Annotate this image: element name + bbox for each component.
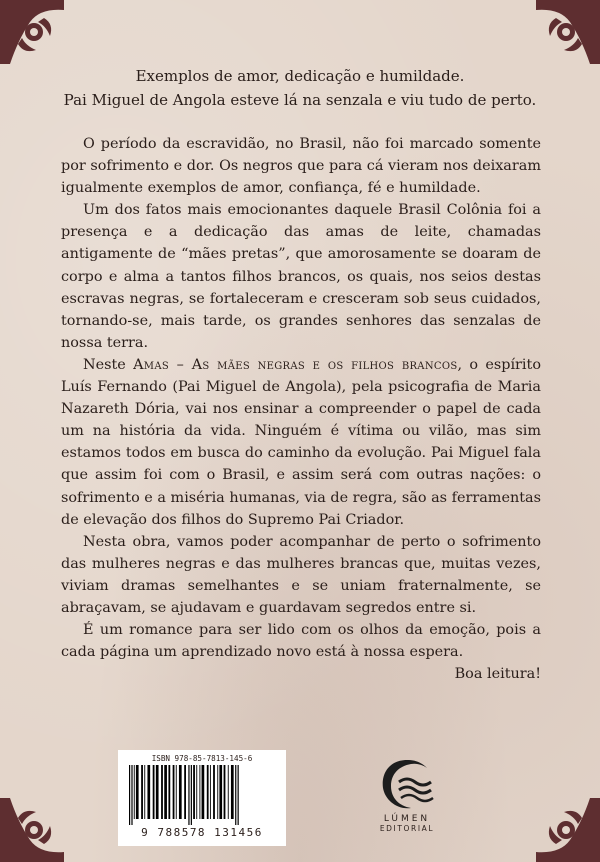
intro-line-2: Pai Miguel de Angola esteve lá na senzala e viu tudo de perto. [63,91,537,109]
paragraph-2: Um dos fatos mais emocionantes daquele Brasil Colônia foi a presença e a dedicação das amas de leite, chamadas antigamente de “mães pretas”, que amorosamente se doaram de corpo e alma a tantos filhos brancos, os quais, nos seios destas escravas negras, se fortaleceram e cresceram sob seus cuidados, tornando-se, mais tarde, os grandes senhores das senzalas de nossa terra. [61,202,541,351]
intro-block [40,64,560,112]
paragraph-5: É um romance para ser lido com os olhos da emoção, pois a cada página um aprendizado novo está à nossa espera. [61,622,541,661]
corner-ornament-top-left [0,0,64,64]
intro-line-1: Exemplos de amor, dedicação e humildade. [135,67,465,85]
synopsis-text [61,133,541,685]
publisher-name: LÚMEN [383,814,431,824]
barcode [118,750,286,846]
barcode-bars [127,765,277,825]
publisher-logo [362,756,452,842]
publisher-sub: EDITORIAL [379,824,435,833]
isbn-text: ISBN 978-85-7813-145-6 [151,754,253,763]
corner-ornament-bottom-left [0,798,64,862]
paragraph-3-before: Neste [83,356,134,373]
lumen-wave-icon [375,756,439,814]
paragraph-3-after: , o espírito Luís Fernando (Pai Miguel de Angola), pela psicografia de Maria Nazareth Dória, vai nos ensinar a compreender o papel de cada um na história da vida. Ninguém é vítima ou vilão, mas sim estamos todos em busca do caminho da evolução. Pai Miguel fala que assim foi com o Brasil, e assim será com outras nações: o sofrimento e a miséria humanas, via de regra, são as ferramentas de elevação dos filhos do Supremo Pai Criador. [61,356,541,528]
paragraph-4: Nesta obra, vamos poder acompanhar de perto o sofrimento das mulheres negras e das mulheres brancas que, muitas vezes, viviam dramas semelhantes e se uniam fraternalmente, se abraçavam, se ajudavam e guardavam segredos entre si. [61,533,541,616]
closing-line: Boa leitura! [454,666,541,683]
book-title: Amas – As mães negras e os filhos brancos [133,356,458,373]
corner-ornament-top-right [536,0,600,64]
paragraph-3 [61,354,541,531]
ean-digits: 9 788578 131456 [141,826,263,839]
corner-ornament-bottom-right [536,798,600,862]
paragraph-1: O período da escravidão, no Brasil, não foi marcado somente por sofrimento e dor. Os negros que para cá vieram nos deixaram igualmente exemplos de amor, confiança, fé e humildade. [61,136,541,197]
